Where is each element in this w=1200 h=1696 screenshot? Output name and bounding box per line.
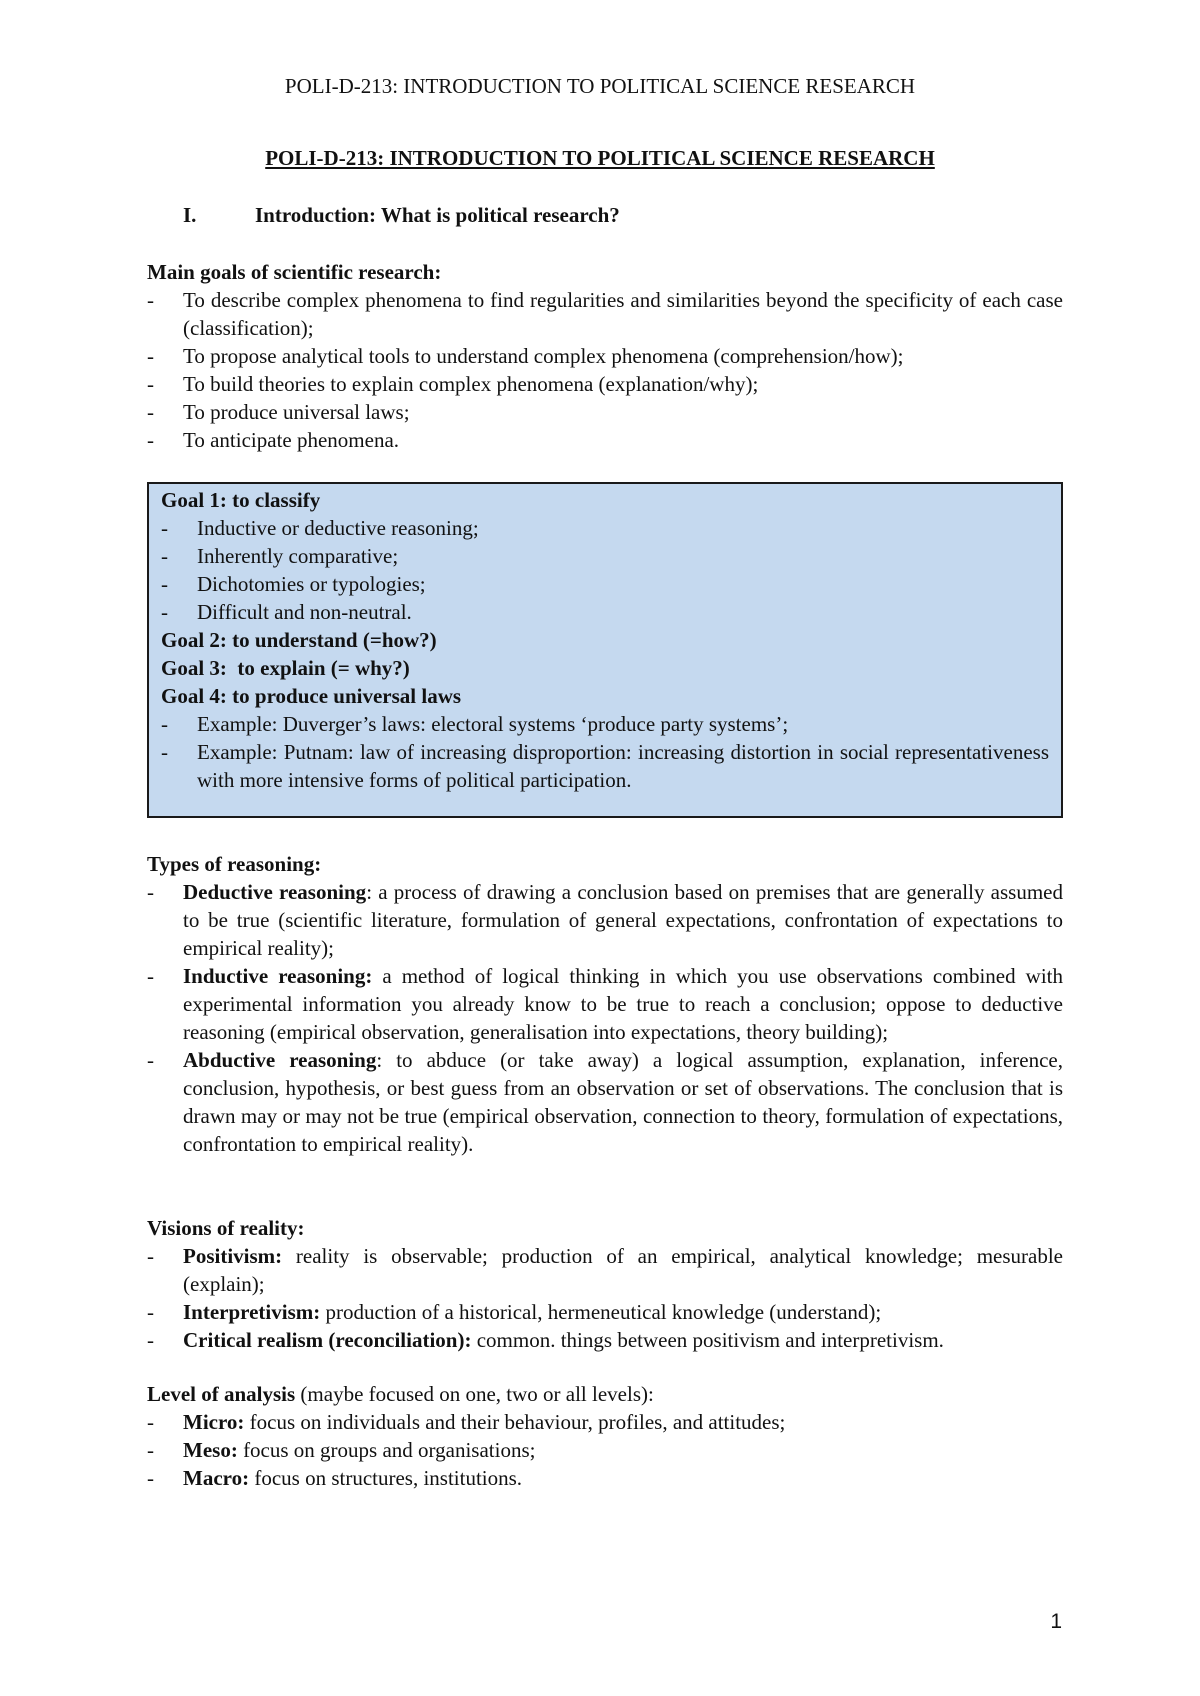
levels-section [147, 1380, 1063, 1492]
list-item: - To produce universal laws; [147, 398, 1063, 426]
levels-heading-line [147, 1380, 1063, 1408]
reasoning-list [147, 878, 1063, 1158]
list-item: - To anticipate phenomena. [147, 426, 1063, 454]
term: Deductive reasoning [183, 880, 367, 904]
list-item: - Example: Putnam: law of increasing disproportion: increasing distortion in social representativeness with more intensive forms of political participation. [161, 738, 1049, 794]
list-item: - Difficult and non-neutral. [161, 598, 1049, 626]
page-number: 1 [1050, 1610, 1062, 1633]
list-item: - Inductive or deductive reasoning; [161, 514, 1049, 542]
running-header: POLI-D-213: INTRODUCTION TO POLITICAL SCIENCE RESEARCH [284, 74, 916, 98]
list-item [147, 1436, 1063, 1464]
visions-section [147, 1214, 1063, 1354]
definition: focus on individuals and their behaviour, profiles, and attitudes; [244, 1410, 786, 1434]
term: Critical realism (reconciliation): [183, 1328, 472, 1352]
list-item: - Example: Duverger’s laws: electoral systems ‘produce party systems’; [161, 710, 1049, 738]
list-item [147, 1326, 1063, 1354]
list-item: - To propose analytical tools to understand complex phenomena (comprehension/how); [147, 342, 1063, 370]
definition: focus on groups and organisations; [237, 1438, 536, 1462]
section-heading [183, 203, 620, 228]
term: Micro: [183, 1410, 245, 1434]
list-item: - To describe complex phenomena to find regularities and similarities beyond the specificity of each case (classification); [147, 286, 1063, 342]
term: Positivism: [183, 1244, 283, 1268]
term: Meso: [183, 1438, 238, 1462]
definition: common. things between positivism and interpretivism. [471, 1328, 944, 1352]
levels-heading-note: (maybe focused on one, two or all levels): [295, 1382, 654, 1406]
definition: a method of logical thinking in which you use observations combined with experimental information you already know to be true to reach a conclusion; oppose to deductive reasoning (empirical observation, generalisation into expectations, theory building); [183, 964, 1063, 1044]
goal3-heading: Goal 3: to explain (= why?) [161, 656, 410, 680]
term: Inductive reasoning: [183, 964, 373, 988]
goal1-heading: Goal 1: to classify [161, 488, 321, 512]
goals-box [147, 482, 1063, 818]
definition: production of a historical, hermeneutical knowledge (understand); [320, 1300, 882, 1324]
goal4-list [161, 710, 1049, 794]
visions-list [147, 1242, 1063, 1354]
section-title: Introduction: What is political research? [255, 203, 620, 227]
reasoning-section [147, 850, 1063, 1158]
term: Macro: [183, 1466, 250, 1490]
goals-section [147, 258, 1063, 454]
section-number: I. [183, 203, 197, 227]
definition: : a process of drawing a conclusion based on premises that are generally assumed to be true (scientific literature, formulation of general expectations, confrontation of expectations to empirical reality); [183, 880, 1063, 960]
list-item [147, 878, 1063, 962]
goal2-heading: Goal 2: to understand (=how?) [161, 628, 437, 652]
list-item [147, 1298, 1063, 1326]
list-item: - Dichotomies or typologies; [161, 570, 1049, 598]
levels-list [147, 1408, 1063, 1492]
list-item [147, 962, 1063, 1046]
goals-list [147, 286, 1063, 454]
definition: : to abduce (or take away) a logical assumption, explanation, inference, conclusion, hypothesis, or best guess from an observation or set of observations. The conclusion that is drawn may or may not be true (empirical observation, connection to theory, formulation of expectations, confrontation to empirical reality). [183, 1048, 1063, 1156]
list-item [147, 1408, 1063, 1436]
list-item [147, 1464, 1063, 1492]
definition: reality is observable; production of an empirical, analytical knowledge; mesurable (explain); [183, 1244, 1063, 1296]
term: Abductive reasoning [183, 1048, 377, 1072]
visions-heading: Visions of reality: [147, 1216, 305, 1240]
list-item: - Inherently comparative; [161, 542, 1049, 570]
goals-heading: Main goals of scientific research: [147, 260, 442, 284]
definition: focus on structures, institutions. [249, 1466, 523, 1490]
levels-heading: Level of analysis [147, 1382, 296, 1406]
list-item [147, 1046, 1063, 1158]
list-item [147, 1242, 1063, 1298]
list-item: - To build theories to explain complex phenomena (explanation/why); [147, 370, 1063, 398]
term: Interpretivism: [183, 1300, 321, 1324]
goal4-heading: Goal 4: to produce universal laws [161, 684, 462, 708]
document-title: POLI-D-213: INTRODUCTION TO POLITICAL SCIENCE RESEARCH [265, 146, 935, 170]
goal1-list [161, 514, 1049, 626]
reasoning-heading: Types of reasoning: [147, 852, 322, 876]
